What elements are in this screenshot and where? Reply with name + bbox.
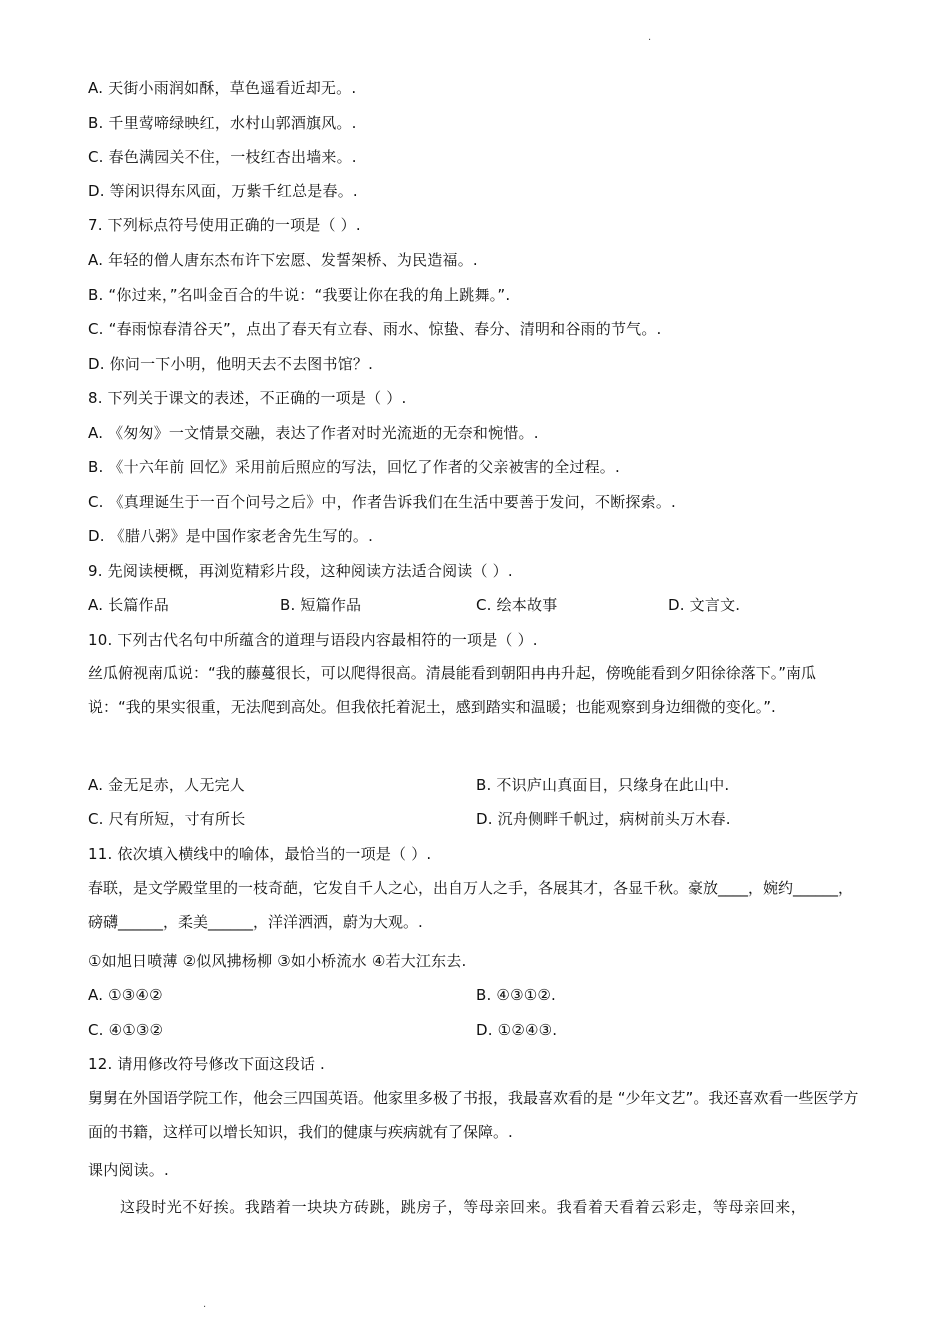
q10-option-a: A. 金无足赤，人无完人 <box>88 776 245 794</box>
q10-stem: 10. 下列古代名句中所蕴含的道理与语段内容最相符的一项是（ ）. <box>88 631 538 649</box>
q7-option-c: C. “春雨惊春清谷天”，点出了春天有立春、雨水、惊蛰、春分、清明和谷雨的节气。. <box>88 320 662 338</box>
reading-first-line: 这段时光不好挨。我踏着一块块方砖跳，跳房子，等母亲回来。我看着天看着云彩走，等母亲回来， <box>120 1198 807 1216</box>
q9-option-a: A. 长篇作品 <box>88 596 169 614</box>
q6-option-b: B. 千里莺啼绿映红，水村山郭酒旗风。. <box>88 114 357 132</box>
q10-option-b: B. 不识庐山真面目，只缘身在此山中. <box>476 776 730 794</box>
q9-option-c: C. 绘本故事 <box>476 596 558 614</box>
q8-option-a: A. 《匆匆》一文情景交融，表达了作者对时光流逝的无奈和惋惜。. <box>88 424 539 442</box>
q11-option-b: B. ④③①②. <box>476 986 556 1004</box>
q11-choices: ①如旭日喷薄 ②似风拂杨柳 ③如小桥流水 ④若大江东去. <box>88 952 467 970</box>
q11-option-d: D. ①②④③. <box>476 1021 558 1039</box>
page-mark-bottom: . <box>203 1299 207 1310</box>
q8-stem: 8. 下列关于课文的表述，不正确的一项是（ ）. <box>88 389 407 407</box>
q11-option-a: A. ①③④② <box>88 986 163 1004</box>
q7-stem: 7. 下列标点符号使用正确的一项是（ ）. <box>88 216 361 234</box>
q11-stem: 11. 依次填入横线中的喻体，最恰当的一项是（ ）. <box>88 845 432 863</box>
q10-option-c: C. 尺有所短，寸有所长 <box>88 810 246 828</box>
q7-option-a: A. 年轻的僧人唐东杰布许下宏愿、发誓架桥、为民造福。. <box>88 251 478 269</box>
q10-passage: 丝瓜俯视南瓜说：“我的藤蔓很长，可以爬得很高。清晨能看到朝阳冉冉升起，傍晚能看到夕阳徐徐落下。”南瓜说：“我的果实很重，无法爬到高处。但我依托着泥土，感到踏实和温暖；也能观察到身边细微的变化。”. <box>88 664 817 716</box>
q12-passage: 舅舅在外国语学院工作，他会三四国英语。他家里多极了书报，我最喜欢看的是 “少年文艺”。我还喜欢看一些医学方面的书籍，这样可以增长知识，我们的健康与疾病就有了保障。. <box>88 1089 859 1141</box>
q7-option-b: B. “你过来，”名叫金百合的牛说：“我要让你在我的角上跳舞。”. <box>88 286 511 304</box>
q11-option-c: C. ④①③② <box>88 1021 164 1039</box>
q6-option-c: C. 春色满园关不住，一枝红杏出墙来。. <box>88 148 357 166</box>
q12-stem: 12. 请用修改符号修改下面这段话 . <box>88 1055 325 1073</box>
q9-option-d: D. 文言文. <box>668 596 741 614</box>
q6-option-d: D. 等闲识得东风面，万紫千红总是春。. <box>88 182 358 200</box>
q10-option-d: D. 沉舟侧畔千帆过，病树前头万木春. <box>476 810 731 828</box>
page-mark-top: . <box>648 32 652 43</box>
q8-option-c: C. 《真理诞生于一百个问号之后》中，作者告诉我们在生活中要善于发问，不断探索。. <box>88 493 676 511</box>
q9-option-b: B. 短篇作品 <box>280 596 362 614</box>
q8-option-b: B. 《十六年前 回忆》采用前后照应的写法，回忆了作者的父亲被害的全过程。. <box>88 458 620 476</box>
q7-option-d: D. 你问一下小明，他明天去不去图书馆？. <box>88 355 374 373</box>
q6-option-a: A. 天街小雨润如酥，草色遥看近却无。. <box>88 79 357 97</box>
q9-stem: 9. 先阅读梗概，再浏览精彩片段，这种阅读方法适合阅读（ ）. <box>88 562 513 580</box>
q8-option-d: D. 《腊八粥》是中国作家老舍先生写的。. <box>88 527 374 545</box>
reading-heading: 课内阅读。. <box>88 1161 169 1179</box>
q11-passage: 春联，是文学殿堂里的一枝奇葩，它发自千人之心，出自万人之手，各展其才，各显千秋。豪放____，婉约______，磅礴______，柔美______，洋洋洒洒，蔚为大观。. <box>88 879 854 931</box>
